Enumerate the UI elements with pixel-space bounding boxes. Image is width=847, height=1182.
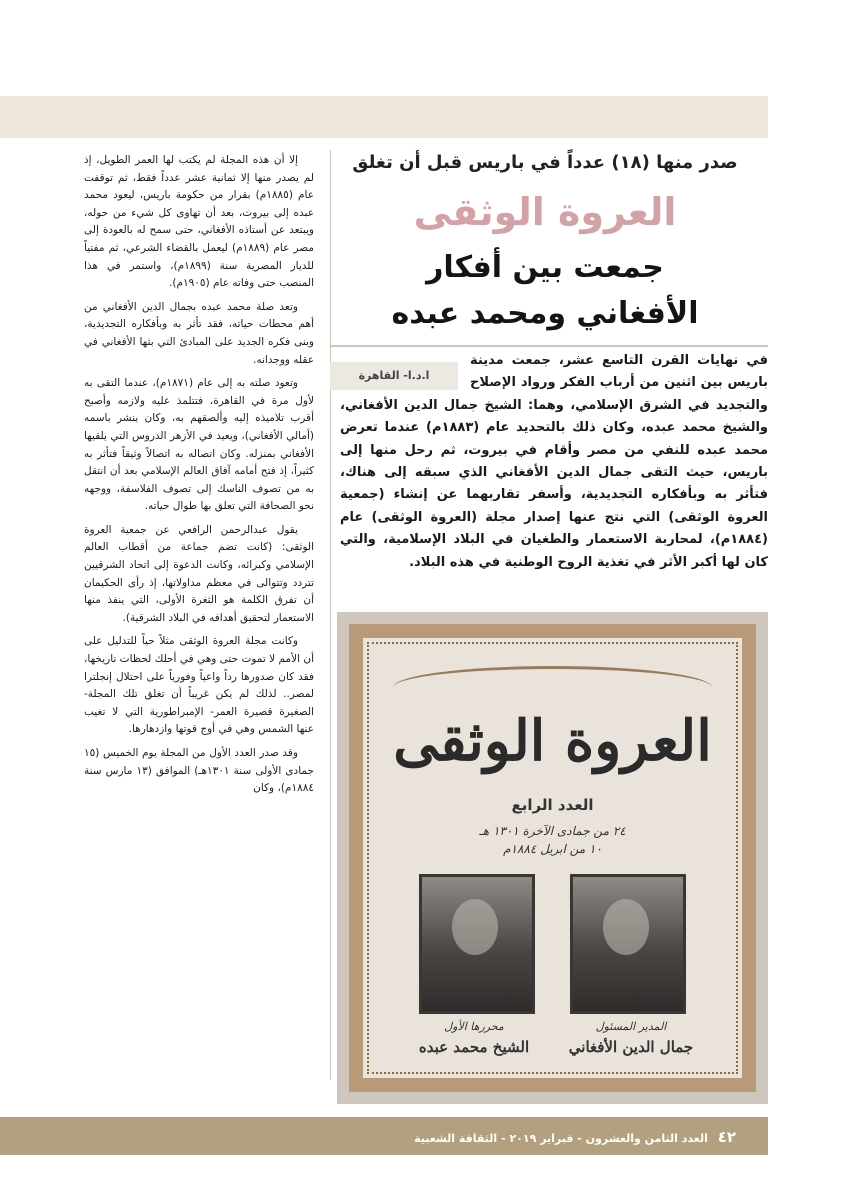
body-paragraph: وتعد صلة محمد عبده بجمال الدين الأفغاني من أهم محطات حياته، فقد تأثر به وبأفكاره التجديدية، وبنى فكره الجديد على المبادئ التي بثها الأفغاني في عقله ووجدانه. — [84, 300, 314, 366]
article-subtitle-line1: جمعت بين أفكار — [426, 250, 664, 285]
magazine-cover-image — [337, 612, 768, 1104]
body-paragraph: إلا أن هذه المجلة لم يكتب لها العمر الطويل، إذ لم يصدر منها إلا ثمانية عشر عدداً فقط، ثم توقفت عام (١٨٨٥م) بقرار من حكومة باريس، ليعود محمد عبده إلى بيروت، بعد أن تهاوى كل شيء من حوله، ويبتعد عن أستاذه الأفغاني، حتى سمح له بالعودة إلى مصر عام (١٨٨٩م) ليعمل بالقضاء الشرعي، ثم مفتياً للديار المصرية سنة (١٨٩٩م)، واستمر في هذا المنصب حتى وفاته عام (١٩٠٥م). — [84, 154, 314, 290]
portrait-muhammad-abduh — [419, 874, 535, 1014]
top-band — [0, 96, 768, 138]
cover-title: العروة الوثقى — [393, 708, 712, 774]
lead-paragraph: في نهايات القرن التاسع عشر، جمعت مدينة باريس بين اثنين من أرباب الفكر ورواد الإصلاح والتجديد في الشرق الإسلامي، وهما: الشيخ جمال الدين الأفغاني، والشيخ محمد عبده، وكان ذلك بالتحديد عام (١٨٨٣م) عندما تعرض محمد عبده للنفي من مصر وأقام في بيروت، ثم رحل منها إلى باريس، حيث التقى جمال الدين الأفغاني الذي سبقه إلى هناك، فتأثر به وبأفكاره التجديدية، وأسفر تقاربهما عن إنشاء (جمعية العروة الوثقى) التي نتج عنها إصدار مجلة (العروة الوثقى) عام (١٨٨٤م)، لمحاربة الاستعمار والطغيان في البلاد الإسلامية، والتي كان لها أكبر الأثر في تغذية الروح الوطنية في هذه البلاد. — [340, 353, 768, 570]
article-kicker: صدر منها (١٨) عدداً في باريس قبل أن تغلق — [352, 152, 738, 173]
page-number: ٤٢ — [717, 1128, 736, 1146]
page-footer — [0, 1117, 768, 1155]
title-divider — [330, 345, 768, 347]
cover-issue: العدد الرابع — [511, 796, 594, 814]
cover-date-hijri: ٢٤ من جمادى الآخرة ١٣٠١ هـ — [479, 824, 626, 838]
cover-right-role: المدير المسئول — [595, 1020, 667, 1033]
article-subtitle-line2: الأفغاني ومحمد عبده — [391, 296, 699, 331]
portrait-al-afghani — [570, 874, 686, 1014]
body-column — [84, 152, 314, 1102]
body-paragraph: يقول عبدالرحمن الرافعي عن جمعية العروة الوثقى: (كانت تضم جماعة من أقطاب العالم الإسلامي وكبرائه، وكانت الدعوة إلى اتحاد الشرقيين تتردد وتتوالى في معظم مداولاتها، إذ رأى الحكيمان أن تفرق الكلمة هو الثغرة الأولى، التي ينفذ منها الاستعمار لتحقيق أهدافه في البلاد الشرقية). — [84, 523, 314, 624]
byline: ا.د.ا- القاهرة — [330, 362, 458, 390]
column-divider — [330, 150, 331, 1080]
footer-issue: العدد الثامن والعشرون - فبراير ٢٠١٩ - — [501, 1132, 708, 1145]
footer-magazine-name: الثقافة الشعبية — [414, 1132, 498, 1145]
cover-right-name: جمال الدين الأفغاني — [568, 1038, 694, 1056]
cover-left-name: الشيخ محمد عبده — [418, 1038, 530, 1056]
body-paragraph: وكانت مجلة العروة الوثقى مثلاً حياً للتدليل على أن الأمم لا تموت حتى وهي في أحلك لحظات تاريخها، فقد كان صدورها رداً واعياً وفورياً على احتلال إنجلترا لمصر.. لذلك لم يكن غريباً أن تغلق تلك المجلة- الصغيرة قصيرة العمر- الإمبراطورية التي لا تغيب عنها الشمس وهي في أوج قوتها وازدهارها. — [84, 635, 314, 736]
body-paragraph: وقد صدر العدد الأول من المجلة يوم الخميس (١٥ جمادى الأولى سنة ١٣٠١هـ) الموافق (١٣ مارس سنة ١٨٨٤م)، وكان — [84, 747, 314, 795]
body-paragraph: وتعود صلته به إلى عام (١٨٧١م)، عندما التقى به لأول مرة في القاهرة، فتتلمذ عليه ولازمه وأصبح أقرب تلاميذه إليه وألصقهم به، وكان ينشر باسمه (أمالي الأفغاني)، ويعيد في الأزهر الدروس التي يلقيها الأفغاني بمنزله. وكان اتصاله به اتصالاً وثيقاً فتأثر به كثيراً، إذ فتح أمامه آفاق العالم الإسلامي بعد أن انتقل به من تصوف الناسك إلى تصوف الفلاسفة، ووجهه نحو الصحافة التي تعلق بها طوال حياته. — [84, 377, 314, 513]
article-title: العروة الوثقى — [413, 190, 677, 234]
cover-ornamental-frame — [349, 624, 756, 1092]
cover-date-gregorian: ١٠ من ابريل ١٨٨٤م — [503, 842, 602, 856]
cover-left-role: محررها الأول — [444, 1020, 504, 1033]
cover-arch-ornament — [393, 666, 712, 709]
footer-text — [414, 1128, 736, 1146]
